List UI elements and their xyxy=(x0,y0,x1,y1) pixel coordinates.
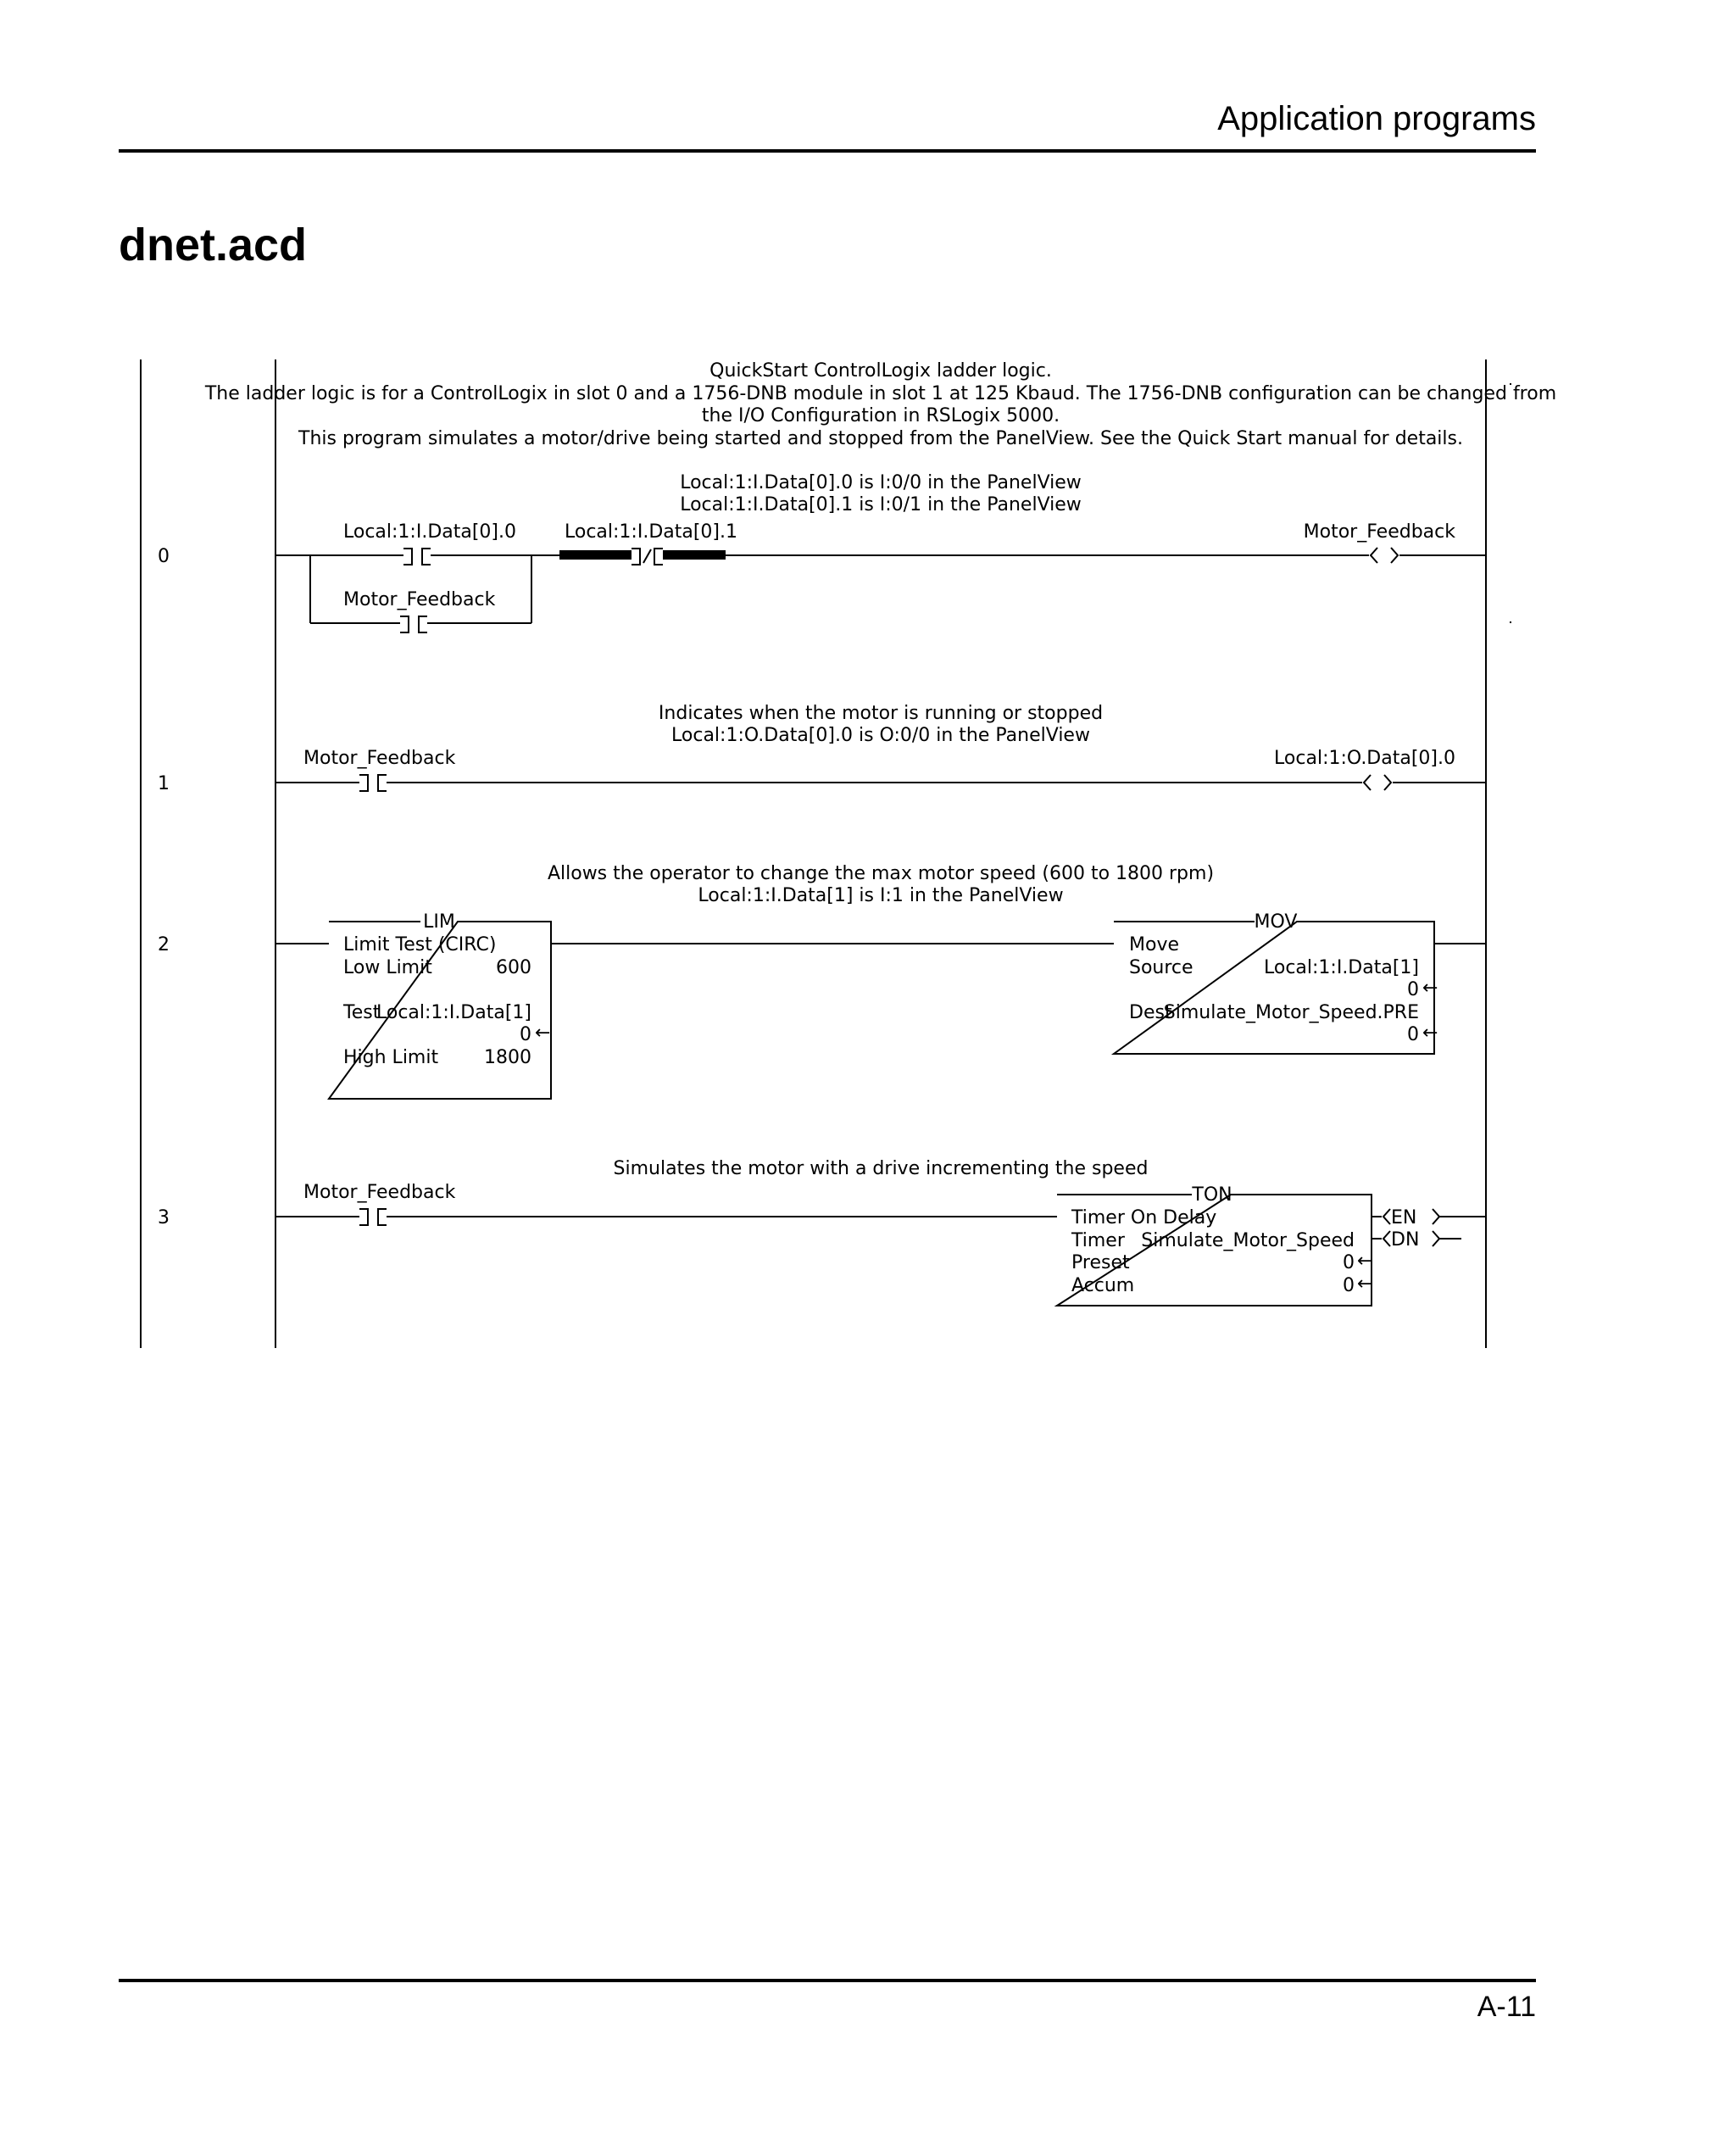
rung-comment: Allows the operator to change the max motor speed (600 to 1800 rpm) xyxy=(547,863,1215,884)
arrow-icon: ← xyxy=(535,1022,551,1044)
instruction-type: TON xyxy=(1192,1184,1232,1206)
operand-label: Dest xyxy=(1129,1002,1172,1023)
margin-dot xyxy=(1510,621,1511,623)
rung-comment: Simulates the motor with a drive incrementing the speed xyxy=(613,1158,1149,1179)
operand-value: 0 xyxy=(1343,1252,1355,1273)
operand-tag: Simulate_Motor_Speed.PRE xyxy=(1163,1002,1419,1023)
operand-value: 0 xyxy=(1407,1024,1419,1045)
coil-tag: Motor_Feedback xyxy=(1303,521,1455,543)
page-number: A-11 xyxy=(1477,1991,1536,2023)
dn-output: DN xyxy=(1391,1229,1420,1251)
ote-coil xyxy=(1364,775,1391,790)
rung-0 xyxy=(158,472,1486,632)
operand-label: Source xyxy=(1129,957,1194,978)
ote-coil xyxy=(1371,548,1398,563)
rung-comment: Indicates when the motor is running or stopped xyxy=(658,703,1104,724)
xic-contact xyxy=(403,549,431,565)
arrow-icon: ← xyxy=(1357,1273,1373,1295)
rung-3 xyxy=(158,1158,1486,1306)
rung-number: 2 xyxy=(158,934,170,955)
rung-comment: Local:1:O.Data[0].0 is O:0/0 in the PanelView xyxy=(671,725,1090,746)
operand-tag: Simulate_Motor_Speed xyxy=(1141,1230,1355,1251)
en-output: EN xyxy=(1391,1207,1417,1228)
page-title: dnet.acd xyxy=(119,220,308,270)
rung-number: 0 xyxy=(158,546,170,567)
mov-instruction xyxy=(1114,911,1438,1054)
instruction-name: Limit Test (CIRC) xyxy=(343,934,497,955)
operand-value: 0 xyxy=(520,1024,531,1045)
operand-value: 1800 xyxy=(484,1047,531,1068)
instruction-name: Timer On Delay xyxy=(1071,1207,1217,1228)
operand-tag: Local:1:I.Data[1] xyxy=(1263,957,1419,978)
ton-instruction xyxy=(1057,1184,1486,1306)
arrow-icon: ← xyxy=(1422,978,1438,999)
instruction-name: Move xyxy=(1129,934,1179,955)
rung-2 xyxy=(158,863,1486,1099)
instruction-type: MOV xyxy=(1254,911,1298,933)
operand-label: Preset xyxy=(1071,1252,1130,1273)
comment-line: This program simulates a motor/drive being started and stopped from the PanelView. See the Quick Start manual for details. xyxy=(298,428,1463,449)
contact-tag: Local:1:I.Data[0].1 xyxy=(565,521,738,543)
arrow-icon: ← xyxy=(1357,1251,1373,1272)
operand-tag: Local:1:I.Data[1] xyxy=(376,1002,531,1023)
xic-contact xyxy=(359,1209,387,1225)
rung-1 xyxy=(158,703,1486,794)
operand-value: 0 xyxy=(1343,1275,1355,1296)
operand-label: High Limit xyxy=(343,1047,439,1068)
coil-tag: Local:1:O.Data[0].0 xyxy=(1274,748,1455,769)
operand-label: Test xyxy=(343,1002,381,1023)
rung-comment: Local:1:I.Data[0].1 is I:0/1 in the PanelView xyxy=(680,494,1082,515)
footer-rule xyxy=(119,1979,1536,1982)
operand-value: 0 xyxy=(1407,979,1419,1000)
operand-label: Low Limit xyxy=(343,957,432,978)
program-description xyxy=(204,360,1556,449)
xio-contact xyxy=(559,549,726,565)
operand-label: Timer xyxy=(1071,1230,1125,1251)
rung-number: 3 xyxy=(158,1207,170,1228)
instruction-type: LIM xyxy=(423,911,455,933)
xic-contact xyxy=(359,775,387,791)
comment-line: The ladder logic is for a ControlLogix in slot 0 and a 1756-DNB module in slot 1 at 125 Kbaud. The 1756-DNB configuration can be changed from xyxy=(204,383,1557,404)
comment-line: the I/O Configuration in RSLogix 5000. xyxy=(701,405,1060,426)
lim-instruction xyxy=(329,911,551,1099)
rung-comment: Local:1:I.Data[0].0 is I:0/0 in the PanelView xyxy=(680,472,1082,493)
operand-label: Accum xyxy=(1071,1275,1135,1296)
operand-value: 600 xyxy=(496,957,531,978)
contact-tag: Motor_Feedback xyxy=(303,1182,456,1203)
xic-contact xyxy=(400,616,427,632)
comment-line: QuickStart ControlLogix ladder logic. xyxy=(709,360,1052,382)
contact-tag: Local:1:I.Data[0].0 xyxy=(343,521,517,543)
rung-number: 1 xyxy=(158,773,170,794)
rung-comment: Local:1:I.Data[1] is I:1 in the PanelView xyxy=(698,885,1064,906)
contact-tag: Motor_Feedback xyxy=(303,748,456,769)
contact-tag: Motor_Feedback xyxy=(343,589,496,610)
section-header: Application programs xyxy=(1217,100,1536,137)
arrow-icon: ← xyxy=(1422,1022,1438,1044)
